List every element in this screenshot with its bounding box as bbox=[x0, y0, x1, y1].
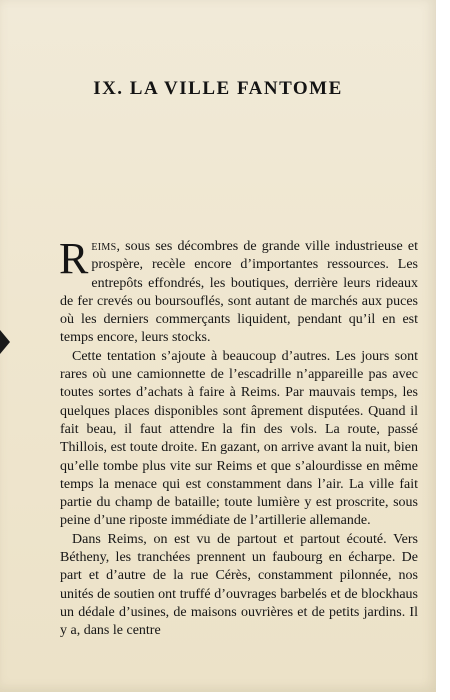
paragraph-2: Cette tentation s’ajoute à beaucoup d’autres. Les jours sont rares où une camionnette de l’escadrille n’appareille pas avec toutes sortes d’achats à faire à Reims. Par mauvais temps, les quelques places disponibles sont âprement disputées. Quand il fait beau, il faut attendre la fin des vols. La route, passé Thillois, est toute droite. En gazant, on arrive avant la nuit, bien qu’elle tombe plus vite sur Reims et que s’alourdisse en même temps la menace qui est constamment dans l’air. La ville fait partie du champ de bataille; toute lumière y est proscrite, sous peine d’une riposte immédiate de l’artillerie allemande. bbox=[60, 348, 418, 529]
paragraph-1-text: , sous ses décombres de grande ville industrieuse et prospère, recèle encore d’importantes ressources. Les entrepôts effondrés, les boutiques, derrière leurs rideaux de fer crevés ou boursouflés, sont autant de marchés aux puces où les derniers commerçants liquident, pendant qu’il en est temps encore, leurs stocks. bbox=[60, 239, 418, 346]
page-edge-marker bbox=[0, 330, 10, 354]
lead-word-smallcaps: eims bbox=[91, 239, 117, 254]
paragraph-1 bbox=[59, 234, 418, 348]
paragraph-3: Dans Reims, on est vu de partout et partout écouté. Vers Bétheny, les tranchées prennent un faubourg en écharpe. De part et d’autre de la rue Cérès, constamment pilonnée, nos unités de soutien ont truffé d’ouvrages barbelés et de blockhaus un dédale d’usines, de maisons ouvrières et de petits jardins. Il y a, dans le centre bbox=[60, 531, 418, 639]
chapter-body bbox=[59, 234, 418, 641]
drop-cap-letter: R bbox=[59, 234, 89, 283]
chapter-title: IX. LA VILLE FANTOME bbox=[93, 78, 343, 99]
page-margin-white bbox=[436, 0, 450, 700]
